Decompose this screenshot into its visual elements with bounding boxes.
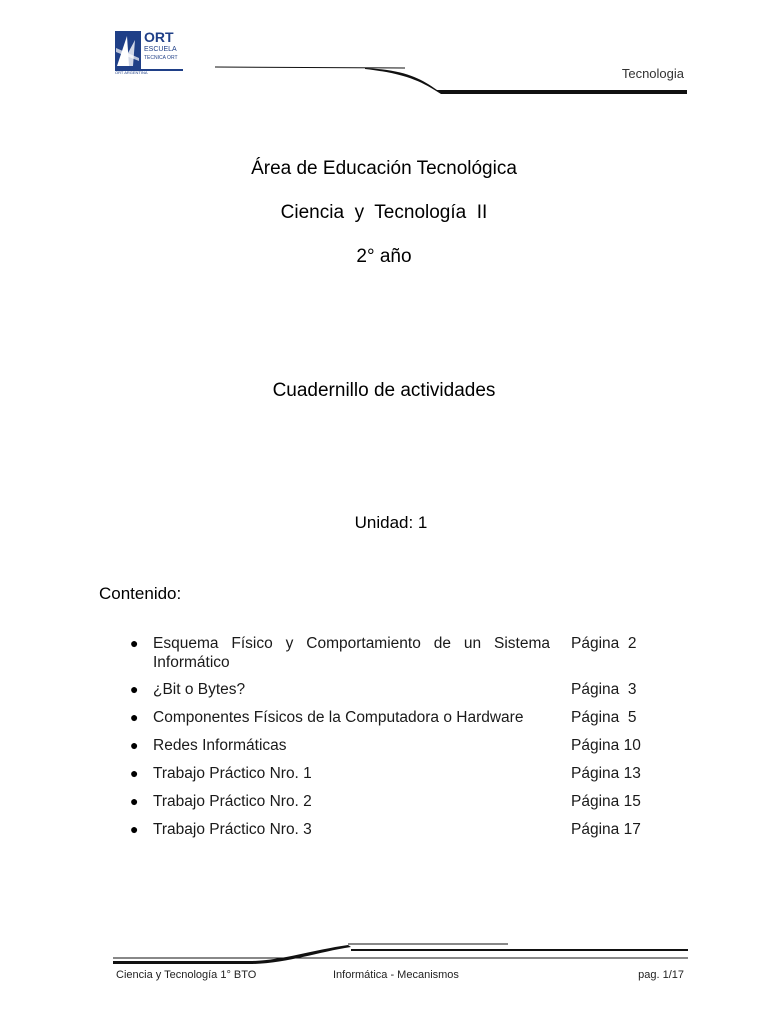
- course-title: Ciencia y Tecnología II: [280, 202, 488, 223]
- list-item: [130, 764, 660, 792]
- logo-sub1: ESCUELA: [144, 46, 177, 53]
- year-title: 2° año: [356, 246, 412, 267]
- booklet-title: Cuadernillo de actividades: [272, 380, 496, 401]
- bullet-icon: ●: [130, 737, 139, 753]
- footer-swoosh-rule: [113, 938, 688, 968]
- contents-list: [130, 634, 660, 848]
- list-item: [130, 792, 660, 820]
- ort-logo: [113, 28, 185, 74]
- contents-heading: Contenido:: [99, 584, 182, 603]
- list-item-text: Trabajo Práctico Nro. 2: [153, 793, 312, 810]
- list-item: [130, 680, 660, 708]
- list-item-text: Esquema Físico y Comportamiento de un Sistema Informático: [153, 635, 550, 671]
- list-item-page: Página 17: [571, 821, 641, 838]
- list-item-text: Componentes Físicos de la Computadora o Hardware: [153, 709, 524, 726]
- bullet-icon: ●: [130, 793, 139, 809]
- area-title: Área de Educación Tecnológica: [251, 158, 517, 179]
- list-item-page: Página 13: [571, 765, 641, 782]
- list-item-text: Redes Informáticas: [153, 737, 287, 754]
- header-subject-label: Tecnologia: [621, 66, 684, 81]
- unit-title: Unidad: 1: [354, 513, 428, 532]
- footer-subject: Informática - Mecanismos: [333, 969, 459, 981]
- logo-wordmark: ORT: [144, 29, 174, 45]
- header-swoosh-rule: [215, 60, 687, 96]
- bullet-icon: ●: [130, 765, 139, 781]
- list-item-page: Página 15: [571, 793, 641, 810]
- list-item-page: Página 3: [571, 681, 637, 698]
- bullet-icon: ●: [130, 681, 139, 697]
- list-item: [130, 820, 660, 848]
- list-item: [130, 634, 660, 680]
- list-item-text: Trabajo Práctico Nro. 3: [153, 821, 312, 838]
- list-item-text: ¿Bit o Bytes?: [153, 681, 246, 698]
- bullet-icon: ●: [130, 709, 139, 725]
- logo-sub2: TECNICA ORT: [144, 55, 178, 61]
- footer-course: Ciencia y Tecnología 1° BTO: [116, 969, 257, 981]
- bullet-icon: ●: [130, 635, 139, 651]
- list-item: [130, 736, 660, 764]
- logo-emblem: [115, 31, 141, 69]
- footer-page-number: pag. 1/17: [638, 969, 684, 981]
- list-item: [130, 708, 660, 736]
- list-item-page: Página 10: [571, 737, 641, 754]
- list-item-page: Página 5: [571, 709, 637, 726]
- list-item-text: Trabajo Práctico Nro. 1: [153, 765, 312, 782]
- list-item-page: Página 2: [571, 635, 637, 652]
- bullet-icon: ●: [130, 821, 139, 837]
- logo-sub3: ORT ARGENTINA: [115, 70, 148, 74]
